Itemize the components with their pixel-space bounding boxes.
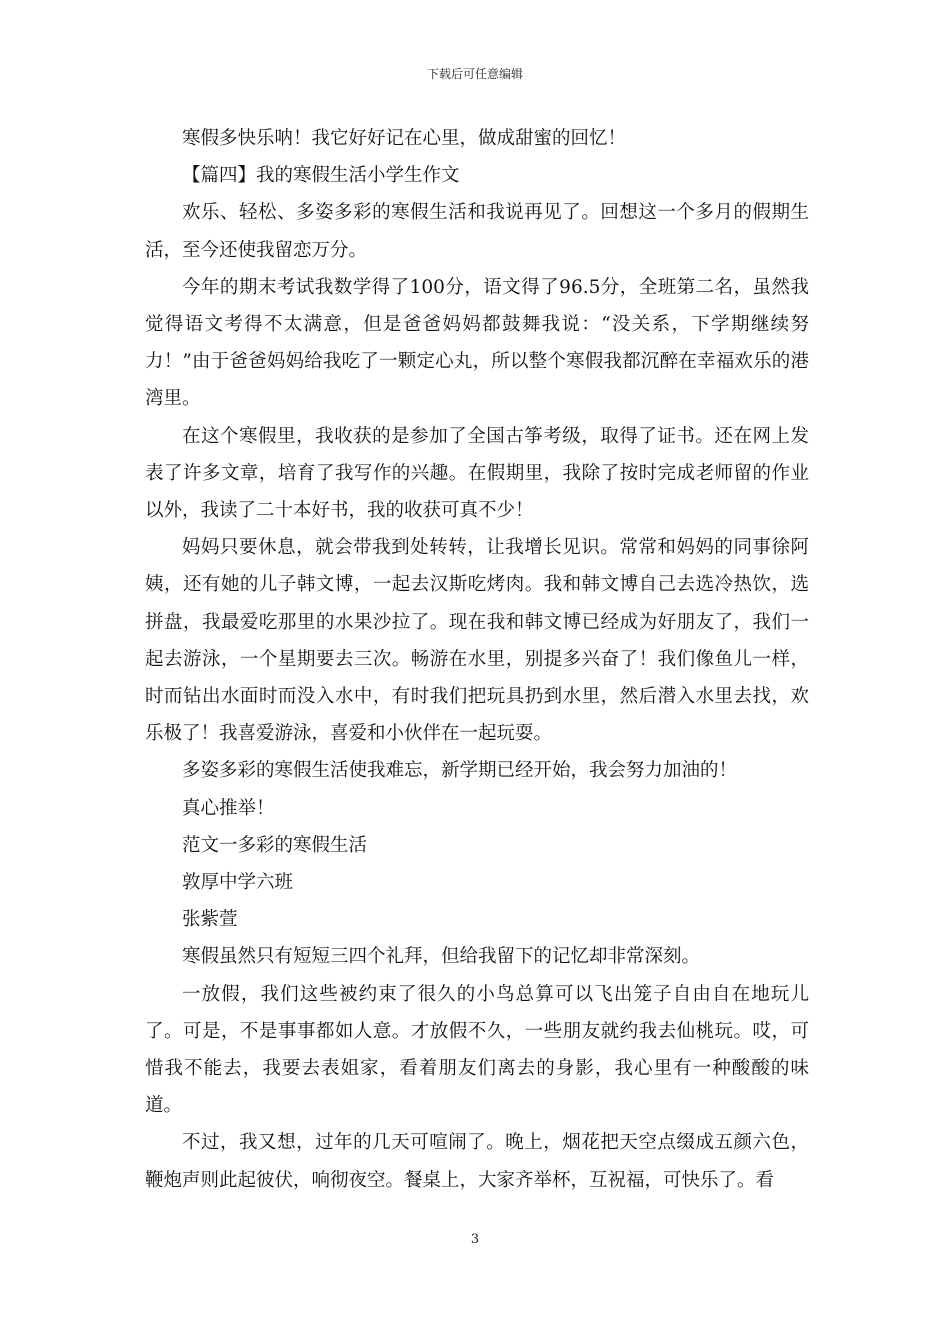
page-number: 3 — [470, 1232, 480, 1247]
paragraph: 真心推举！ — [182, 797, 275, 819]
paragraph: 妈妈只要休息，就会带我到处转转，让我增长见识。常常和妈妈的同事徐阿姨，还有她的儿子韩文博，一起去汉斯吃烤肉。我和韩文博自己去选冷热饮，选拼盘，我最爱吃那里的水果沙拉了。现在我和韩文博已经成为好朋友了，我们一起去游泳，一个星期要去三次。畅游在水里，别提多兴奋了！我们像鱼儿一样，时而钻出水面时而没入水中，有时我们把玩具扔到水里，然后潜入水里去找，欢乐极了！我喜爱游泳，喜爱和小伙伴在一起玩耍。 — [145, 537, 809, 745]
paragraph: 欢乐、轻松、多姿多彩的寒假生活和我说再见了。回想这一个多月的假期生活，至今还使我留恋万分。 — [145, 202, 809, 261]
author-school: 敦厚中学六班 — [182, 872, 294, 894]
paragraph: 在这个寒假里，我收获的是参加了全国古筝考级，取得了证书。还在网上发表了许多文章，培育了我写作的兴趣。在假期里，我除了按时完成老师留的作业以外，我读了二十本好书，我的收获可真不少！ — [145, 425, 809, 522]
paragraph: 多姿多彩的寒假生活使我难忘，新学期已经开始，我会努力加油的！ — [182, 760, 738, 782]
author-name: 张紫萱 — [182, 909, 238, 931]
paragraph: 今年的期末考试我数学得了100分，语文得了96.5分，全班第二名，虽然我觉得语文考得不太满意，但是爸爸妈妈都鼓舞我说：“没关系，下学期继续努力！”由于爸爸妈妈给我吃了一颗定心丸，所以整个寒假我都沉醉在幸福欢乐的港湾里。 — [145, 276, 809, 410]
section-heading: 【篇四】我的寒假生活小学生作文 — [182, 165, 460, 187]
paragraph: 不过，我又想，过年的几天可喧闹了。晚上，烟花把天空点缀成五颜六色，鞭炮声则此起彼伏，响彻夜空。餐桌上，大家齐举杯，互祝福，可快乐了。看 — [145, 1132, 809, 1191]
essay-title: 范文一多彩的寒假生活 — [182, 834, 368, 856]
paragraph: 寒假虽然只有短短三四个礼拜，但给我留下的记忆却非常深刻。 — [182, 946, 701, 968]
page-header: 下载后可任意编辑 — [426, 67, 523, 81]
paragraph: 寒假多快乐呐！我它好好记在心里，做成甜蜜的回忆！ — [182, 128, 627, 149]
paragraph: 一放假，我们这些被约束了很久的小鸟总算可以飞出笼子自由自在地玩儿了。可是，不是事事都如人意。才放假不久，一些朋友就约我去仙桃玩。哎，可惜我不能去，我要去表姐家，看着朋友们离去的身影，我心里有一种酸酸的味道。 — [145, 983, 809, 1117]
document-body — [145, 120, 809, 1199]
